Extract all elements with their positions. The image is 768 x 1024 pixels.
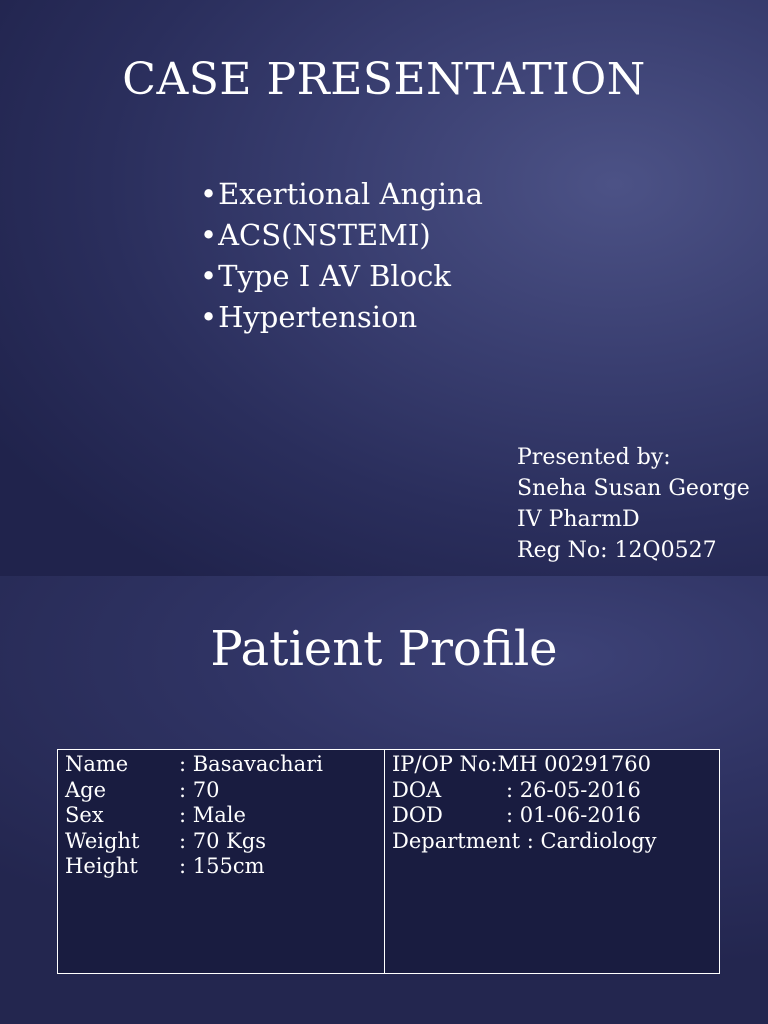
field-value: : 70 Kgs — [179, 828, 267, 853]
field-value: : Male — [179, 803, 246, 827]
bullet-icon: • — [200, 300, 218, 334]
field-label: Name — [65, 752, 129, 776]
field-label: Height — [65, 854, 138, 878]
diagnosis-text: Exertional Angina — [218, 177, 483, 211]
patient-profile-table — [57, 749, 720, 974]
presenter-reg: Reg No: 12Q0527 — [517, 538, 717, 563]
field-value: : Cardiology — [520, 828, 657, 853]
presenter-heading: Presented by: — [517, 445, 671, 470]
patient-details-column — [58, 750, 385, 973]
diagnosis-text: Type I AV Block — [218, 259, 451, 293]
presenter-info — [517, 442, 767, 566]
bullet-icon: • — [200, 177, 218, 211]
field-label: Age — [65, 777, 107, 802]
list-item — [200, 297, 600, 338]
table-row — [392, 829, 719, 855]
field-label: IP/OP No — [392, 752, 491, 776]
bullet-icon: • — [200, 259, 218, 293]
presenter-course: IV PharmD — [517, 507, 640, 532]
bullet-icon: • — [200, 218, 218, 252]
field-value: : Basavachari — [179, 752, 323, 776]
table-row — [65, 829, 384, 855]
slide-patient-profile — [0, 576, 768, 1024]
field-value: : 01-06-2016 — [506, 803, 641, 827]
slide-title: CASE PRESENTATION — [122, 54, 646, 105]
list-item — [200, 215, 600, 256]
list-item — [200, 174, 600, 215]
diagnosis-text: Hypertension — [218, 300, 418, 334]
table-row — [392, 752, 719, 778]
table-row — [65, 854, 384, 880]
field-label: Department — [392, 828, 521, 853]
field-label: DOA — [392, 777, 442, 802]
table-row — [392, 803, 719, 829]
table-row — [65, 778, 384, 804]
table-row — [65, 803, 384, 829]
field-label: Sex — [65, 803, 104, 827]
field-value: : 26-05-2016 — [506, 777, 641, 802]
field-label: DOD — [392, 803, 443, 827]
admission-details-column — [385, 750, 719, 973]
presenter-name: Sneha Susan George — [517, 476, 750, 501]
field-value: : 70 — [179, 777, 220, 802]
field-value: : 155cm — [179, 854, 265, 878]
diagnosis-text: ACS(NSTEMI) — [218, 218, 431, 252]
table-row — [65, 752, 384, 778]
field-value: :MH 00291760 — [490, 752, 651, 776]
slide-title: Patient Profile — [210, 621, 558, 677]
diagnosis-list — [200, 174, 600, 338]
table-row — [392, 778, 719, 804]
list-item — [200, 256, 600, 297]
field-label: Weight — [65, 828, 140, 853]
